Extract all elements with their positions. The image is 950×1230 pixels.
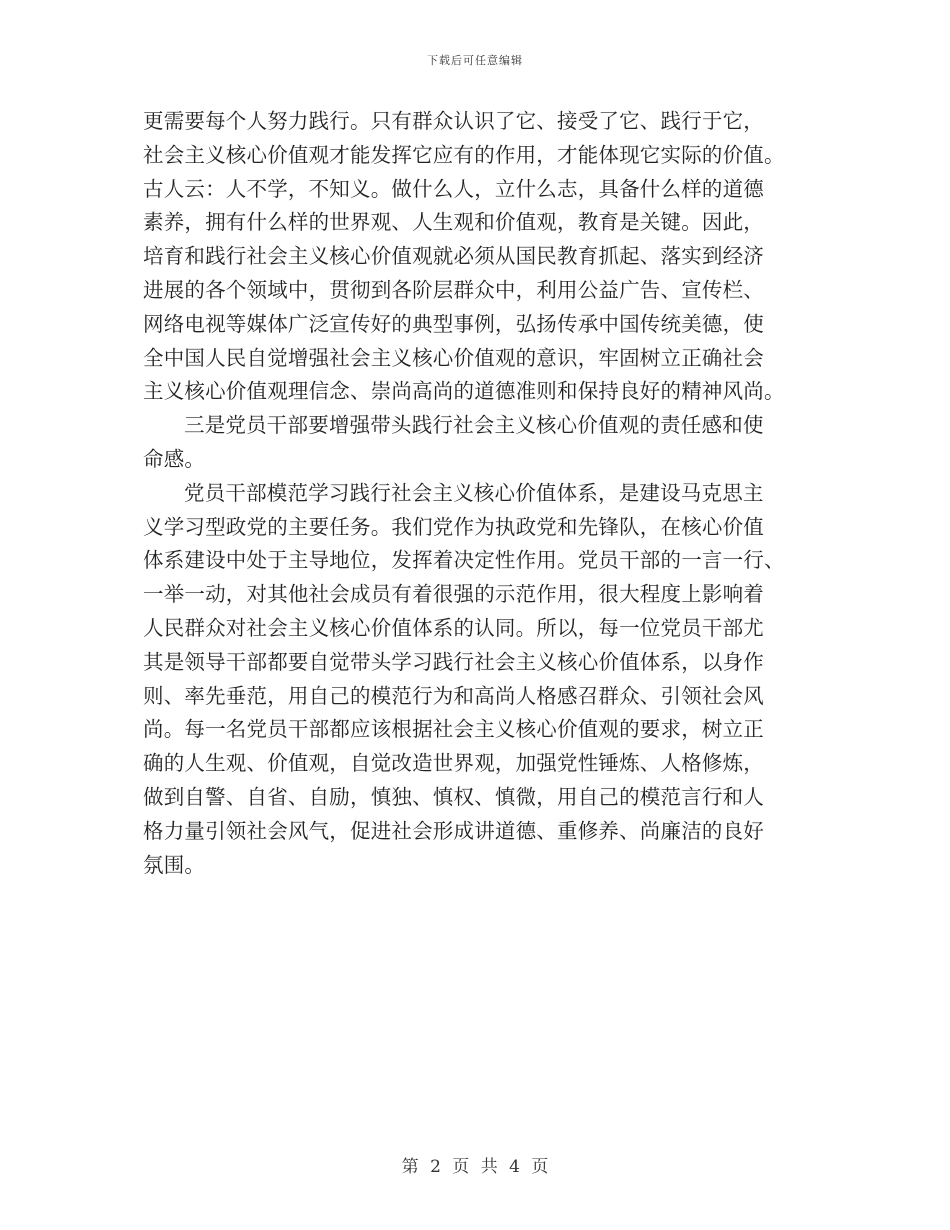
text-line: 古人云：人不学，不知义。做什么人，立什么志，具备什么样的道德 (143, 176, 764, 201)
text-line: 人民群众对社会主义核心价值体系的认同。所以，每一位党员干部尤 (143, 615, 764, 640)
page-header: 下载后可任意编辑 (427, 54, 523, 67)
text-line: 其是领导干部都要自觉带头学习践行社会主义核心价值体系，以身作 (143, 649, 764, 674)
text-line: 一举一动，对其他社会成员有着很强的示范作用，很大程度上影响着 (143, 582, 764, 607)
paragraph-start-line: 党员干部模范学习践行社会主义核心价值体系，是建设马克思主 (184, 480, 764, 505)
document-body (143, 105, 813, 882)
text-line: 体系建设中处于主导地位，发挥着决定性作用。党员干部的一言一行、 (143, 548, 785, 573)
text-line: 命感。 (143, 446, 206, 471)
text-line: 社会主义核心价值观才能发挥它应有的作用，才能体现它实际的价值。 (143, 142, 785, 167)
text-line: 培育和践行社会主义核心价值观就必须从国民教育抓起、落实到经济 (143, 244, 764, 269)
text-line: 做到自警、自省、自励，慎独、慎权、慎微，用自己的模范言行和人 (143, 784, 764, 809)
text-line: 格力量引领社会风气，促进社会形成讲道德、重修养、尚廉洁的良好 (143, 818, 764, 843)
text-line: 更需要每个人努力践行。只有群众认识了它、接受了它、践行于它， (143, 109, 764, 133)
text-line: 义学习型政党的主要任务。我们党作为执政党和先锋队，在核心价值 (143, 514, 764, 539)
paragraph-start-line: 三是党员干部要增强带头践行社会主义核心价值观的责任感和使 (184, 413, 764, 438)
text-line: 素养，拥有什么样的世界观、人生观和价值观，教育是关键。因此， (143, 210, 764, 235)
text-line: 网络电视等媒体广泛宣传好的典型事例，弘扬传承中国传统美德，使 (143, 311, 764, 336)
text-line: 主义核心价值观理信念、崇尚高尚的道德准则和保持良好的精神风尚。 (143, 379, 785, 404)
page-number: 第 2 页 共 4 页 (401, 1157, 549, 1177)
text-line: 确的人生观、价值观，自觉改造世界观，加强党性锤炼、人格修炼， (143, 751, 764, 776)
text-line: 氛围。 (143, 852, 206, 877)
text-line: 尚。每一名党员干部都应该根据社会主义核心价值观的要求，树立正 (143, 717, 764, 742)
text-line: 则、率先垂范，用自己的模范行为和高尚人格感召群众、引领社会风 (143, 683, 764, 708)
text-line: 全中国人民自觉增强社会主义核心价值观的意识，牢固树立正确社会 (143, 345, 764, 370)
text-line: 进展的各个领域中，贯彻到各阶层群众中，利用公益广告、宣传栏、 (143, 277, 764, 302)
